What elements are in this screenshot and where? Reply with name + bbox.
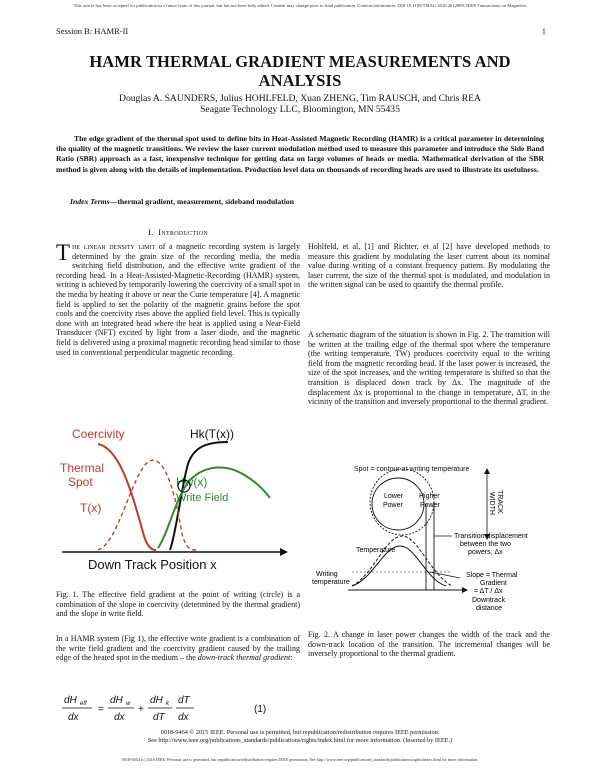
figure-2	[312, 462, 552, 614]
p2-text-b: :	[290, 653, 293, 663]
fig1-coercivity-curve	[98, 444, 156, 550]
eq-t2-den: dT	[153, 712, 165, 723]
index-terms-label: Index Terms	[70, 197, 110, 206]
intro-smallcaps: he linear density limit	[72, 242, 156, 251]
copyright-line-1: 0018-9464 © 2015 IEEE. Personal use is permitted, but republication/redistribution requires IEEE permission.	[160, 729, 440, 736]
journal-banner: This article has been accepted for publication in a future issue of this journal, but has not been fully edited. Content may change prior to final publication. Citation information: DOI 10.1109/TMAG.2016.2612009, IEEE Transactions on Magnetics	[73, 3, 527, 8]
fig2-lower-label-1: Lower	[384, 493, 404, 500]
copyright-footer	[40, 729, 560, 745]
right-paragraph-1: Hohlfeld, et al, [1] and Richter, et al [2] have developed methods to measure this gradient by modulating the laser current about its nominal value during writing of a constant frequency pattern. By modulating the laser current, the size of the thermal spot is modulated, and modulation in the written signal can be used to quantify the thermal profile.	[308, 242, 550, 290]
eq-number: (1)	[254, 704, 267, 715]
fig2-slope-label-2: Gradient	[480, 580, 507, 587]
intro-paragraph-2	[56, 634, 300, 663]
eq-lhs-num: dH	[64, 695, 77, 706]
fig1-caption: Fig. 1. The effective field gradient at the point of writing (circle) is a combination of the slope in coercivity (determined by the thermal gradient) and the slope in write field.	[56, 590, 300, 619]
equation-1	[58, 690, 300, 726]
eq-t1-den: dx	[114, 712, 125, 723]
fig2-temp-curve-high	[352, 536, 452, 586]
section-title: Introduction	[158, 228, 208, 237]
fig2-writing-label-1: Writing	[316, 571, 338, 578]
session-label: Session B: HAMR-II	[56, 26, 129, 36]
svg-text:=: =	[98, 704, 104, 715]
fig2-slope-label-1: Slope = Thermal	[466, 572, 518, 579]
fig1-writefield-label: Write Field	[176, 492, 229, 504]
eq-t1-sub: w	[126, 701, 131, 707]
paper-title: HAMR THERMAL GRADIENT MEASUREMENTS AND ANALYSIS	[89, 52, 511, 90]
section-number: I.	[147, 228, 154, 237]
right-paragraph-2: A schematic diagram of the situation is shown in Fig. 2. The transition will be written at the trailing edge of the thermal spot where the temperature (the writing temperature, TW) produces coercivity equal to the writing field from the magnetic recording head. If the laser power is increased, the size of the spot increases, and the writing temperature is shifted so that the transition is displaced down track by Δx. The magnitude of the displacement Δx is proportional to the change in temperature, ΔT, in the vicinity of the transition and inversely proportional to the thermal gradient.	[308, 330, 550, 407]
copyright-line-2: See http://www.ieee.org/publications_standards/publications/rights/index.html for more information. (Inserted by IEEE.)	[147, 737, 453, 744]
fig2-downtrack-label-2: distance	[476, 605, 503, 612]
eq-lhs-den: dx	[68, 712, 79, 723]
p2-text-a: In a HAMR system (Fig 1), the effective write gradient is a combination of the write field gradient and the coercivity gradient caused by the trailing edge of the heated spot in the medium – the	[56, 634, 300, 663]
fig2-disp-label-3: powers, Δx	[468, 549, 503, 556]
author-list: Douglas A. SAUNDERS, Julius HOHLFELD, Xuan ZHENG, Tim RAUSCH, and Chris REA	[119, 93, 481, 104]
fig2-disp-label-1: Transition displacement	[454, 533, 528, 540]
fig1-thermal-label: Thermal	[60, 461, 105, 475]
fig2-width-label: WIDTH	[488, 492, 495, 515]
eq-t2-num: dH	[150, 695, 163, 706]
intro-text: of a magnetic recording system is largely determined by the grain size of the recording media, the media switching field distribution, and the effective write gradient of the recording head. In a Heat-Assisted-Magnetic-Recording (HAMR) system, writing is achieved by temporarily lowering the coercivity of a small spot in the media by heating it above or near the Curie temperature [4]. A magnetic field is applied to set the polarity of the magnetic grains before the spot cools and the coercivity rises above the applied field level. This is typically done with an integrated head where the heat is applied using a Near-Field Transducer (NFT) excited by light from a laser diode, and the magnetic field is delivered using a proximal magnetic recording head similar to those used in conventional perpendicular magnetic recording.	[56, 242, 300, 357]
fig1-spot-label: Spot	[68, 475, 93, 489]
bottom-notice: 0018-9464 (c) 2016 IEEE. Personal use is permitted, but republication/redistribution requires IEEE permission. See http://www.ieee.org/publications_standards/publications/rights/index.html for more information.	[121, 757, 479, 762]
fig1-tx-label: T(x)	[80, 501, 102, 515]
figure-1	[58, 424, 298, 574]
section-heading	[56, 228, 300, 237]
svg-text:+: +	[138, 704, 144, 715]
index-terms	[56, 197, 544, 207]
fig1-thermal-curve	[98, 460, 196, 550]
drop-cap: T	[56, 240, 71, 265]
fig2-downtrack-label-1: Downtrack	[472, 597, 506, 604]
p2-italic: down-track thermal gradient	[197, 653, 291, 663]
affiliation: Seagate Technology LLC, Bloomington, MN 55435	[200, 104, 400, 115]
fig1-hw-label: Hw(x)	[176, 475, 208, 489]
fig2-higher-label-1: Higher	[419, 493, 440, 500]
page-number: 1	[541, 26, 546, 36]
fig1-hk-label: Hk(T(x))	[190, 427, 234, 441]
eq-lhs-sub: eff	[80, 701, 87, 707]
fig2-caption: Fig. 2. A change in laser power changes the width of the track and the down-track location of the transition. The incremental changes will be inversely proportional to the thermal gradient.	[308, 630, 550, 659]
eq-t3-den: dx	[178, 712, 189, 723]
fig1-axis-arrow	[280, 548, 288, 556]
fig2-spot-label: Spot = contour at writing temperature	[354, 466, 470, 473]
fig1-writefield-curve	[158, 467, 270, 548]
intro-paragraph-1	[56, 242, 300, 357]
fig1-coercivity-label: Coercivity	[72, 427, 125, 441]
index-terms-text: —thermal gradient, measurement, sideband modulation	[109, 197, 295, 206]
eq-t3-num: dT	[178, 695, 190, 706]
eq-t2-sub: k	[166, 701, 169, 707]
fig2-slope-label-3: = ΔT / Δx	[474, 588, 503, 595]
fig2-track-label: TRACK	[496, 490, 503, 514]
fig2-higher-label-2: Power	[420, 502, 440, 509]
fig2-disp-label-2: between the two	[460, 541, 511, 548]
fig2-temperature-label: Temperature	[356, 547, 396, 554]
fig2-lower-label-2: Power	[383, 502, 403, 509]
abstract: The edge gradient of the thermal spot used to define bits in Heat-Assisted Magnetic Recording (HAMR) is a critical parameter in determining the quality of the magnetic transitions. We review the laser current modulation method used to measure this parameter and introduce the Side Band Ratio (SBR) approach as a fast, inexpensive technique for getting data on large volumes of heads or media. Mathematical derivation of the SBR method is given along with the details of implementation. Production level data on thousands of recording heads are used to illustrate its usefulness.	[56, 134, 544, 174]
fig1-axis-label: Down Track Position x	[88, 557, 217, 572]
eq-t1-num: dH	[110, 695, 123, 706]
fig2-writing-label-2: temperature	[312, 579, 350, 586]
